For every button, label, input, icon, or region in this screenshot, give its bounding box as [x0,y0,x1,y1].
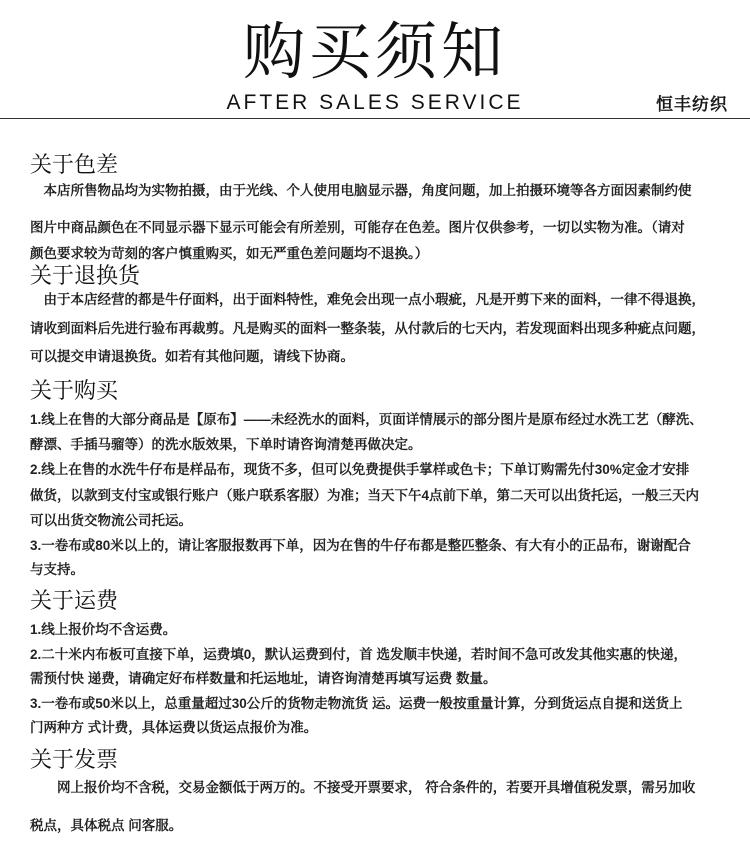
section-line: 做货，以款到支付宝或银行账户（账户联系客服）为准；当天下午4点前下单，第二天可以出货托运，一般三天内 [30,488,700,503]
section-line: 可以出货交物流公司托运。 [30,513,192,528]
section-line: 本店所售物品均为实物拍摄，由于光线、个人使用电脑显示器，角度问题，加上拍摄环境等各方面因素制约使 [30,183,692,198]
section-line: 1.线上在售的大部分商品是【原布】——未经洗水的面料，页面详情展示的部分图片是原布经过水洗工艺（酵洗、 [30,412,703,427]
brand-name: 恒丰纺织 [656,95,728,114]
section-line: 可以提交申请退换货。如若有其他问题，请线下协商。 [30,349,354,364]
section-line: 图片中商品颜色在不同显示器下显示可能会有所差别，可能存在色差。图片仅供参考，一切以实物为准。（请对 [30,220,685,235]
section-line: 需预付快 递费，请确定好布样数量和托运地址，请咨询清楚再填写运费 数量。 [30,671,497,686]
section-heading: 关于发票 [30,747,119,772]
section-line: 1.线上报价均不含运费。 [30,622,177,637]
section-line: 门两种方 式计费，具体运费以货运点报价为准。 [30,720,318,735]
section-line: 网上报价均不含税，交易金额低于两万的。不接受开票要求， 符合条件的，若要开具增值税发票，需另加收 [30,780,696,795]
page-subtitle: AFTER SALES SERVICE [226,91,524,114]
section-line: 与支持。 [30,562,84,577]
section-line: 2.线上在售的水洗牛仔布是样品布，现货不多，但可以免费提供手掌样或色卡；下单订购需先付30%定金才安排 [30,462,690,477]
section-line: 税点，具体税点 问客服。 [30,818,183,833]
section-line: 由于本店经营的都是牛仔面料，出于面料特性，难免会出现一点小瑕疵，凡是开剪下来的面料，一律不得退换， [30,292,705,307]
header-divider [0,118,750,119]
section-heading: 关于退换货 [30,263,141,288]
section-line: 酵漂、手插马骝等）的洗水版效果，下单时请咨询清楚再做决定。 [30,437,422,452]
section-line: 请收到面料后先进行验布再裁剪。凡是购买的面料一整条装，从付款后的七天内，若发现面料出现多种疵点问题， [30,321,705,336]
section-heading: 关于购买 [30,378,119,403]
section-line: 2.二十米内布板可直接下单，运费填0，默认运费到付，首 选发顺丰快递，若时间不急可改发其他实惠的快递， [30,647,688,662]
section-heading: 关于色差 [30,152,119,177]
section-heading: 关于运费 [30,588,119,613]
section-line: 3.一卷布或80米以上的，请让客服报数再下单，因为在售的牛仔布都是整匹整条、有大有小的正品布，谢谢配合 [30,538,691,553]
section-line: 3.一卷布或50米以上，总重量超过30公斤的货物走物流货 运。运费一般按重量计算，分到货运点自提和送货上 [30,696,683,711]
page-title: 购买须知 [242,18,507,87]
section-line: 颜色要求较为苛刻的客户慎重购买，如无严重色差问题均不退换。） [30,246,429,261]
